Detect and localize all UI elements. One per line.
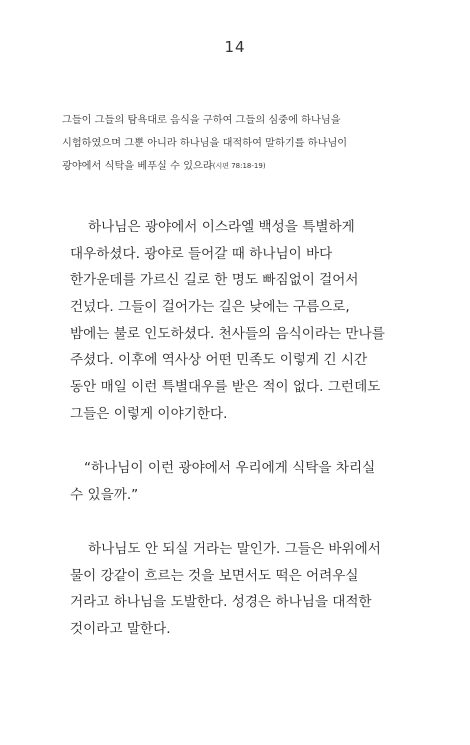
- verse-line: 시험하였으며 그뿐 아니라 하나님을 대적하여 말하기를 하나님이: [62, 137, 348, 149]
- paragraph-line: 주셨다. 이후에 역사상 어떤 민족도 이렇게 긴 시간: [70, 352, 368, 369]
- paragraph-line: 물이 강같이 흐르는 것을 보면서도 떡은 어려우실: [70, 567, 359, 584]
- paragraph-line: 것이라고 말한다.: [70, 621, 171, 638]
- verse-line: [62, 155, 442, 179]
- verse-line: 그들이 그들의 탐욕대로 음식을 구하여 그들의 심중에 하나님을: [62, 115, 341, 126]
- verse-reference: (시편 78:18-19): [212, 162, 266, 170]
- verse-line-text: 광야에서 식탁을 베푸실 수 있으랴: [62, 161, 213, 172]
- quote-line: 수 있을까.”: [70, 486, 139, 503]
- paragraph-line: 건넜다. 그들이 걸어가는 길은 낮에는 구름으로,: [70, 299, 350, 316]
- paragraph-line: 한가운데를 가르신 길로 한 명도 빠짐없이 걸어서: [70, 272, 359, 289]
- quote-line: “하나님이 이런 광야에서 우리에게 식탁을 차리실: [84, 460, 376, 476]
- paragraph-line: 거라고 하나님을 도발한다. 성경은 하나님을 대적한: [70, 594, 372, 611]
- paragraph-line: 밤에는 불로 인도하셨다. 천사들의 음식이라는 만나를: [70, 325, 385, 342]
- paragraph-2: [70, 536, 400, 643]
- paragraph-line: 하나님은 광야에서 이스라엘 백성을 특별하게: [88, 219, 355, 235]
- page-number: 14: [224, 38, 246, 56]
- paragraph-line: 하나님도 안 되실 거라는 말인가. 그들은 바위에서: [88, 541, 381, 557]
- paragraph-line: 동안 매일 이런 특별대우를 받은 적이 없다. 그런데도: [70, 379, 381, 396]
- paragraph-1: [70, 214, 400, 428]
- bible-verse-quote: [62, 110, 442, 179]
- paragraph-line: 대우하셨다. 광야로 들어갈 때 하나님이 바다: [70, 245, 333, 262]
- paragraph-line: 그들은 이렇게 이야기한다.: [70, 405, 228, 422]
- quote-paragraph: [70, 455, 400, 508]
